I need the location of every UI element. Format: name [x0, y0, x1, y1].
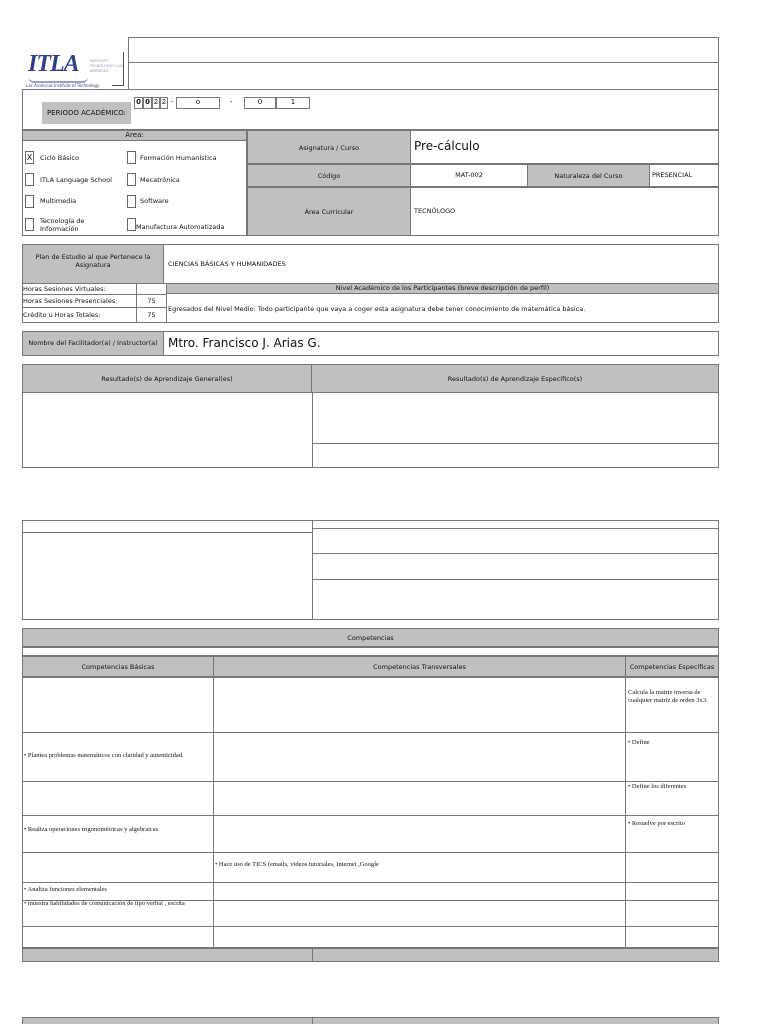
- periodo-dash-1: -: [170, 98, 174, 106]
- competencias-footer-right: [312, 948, 719, 962]
- label-manufactura-automatizada: Manufactura Automatizada: [136, 223, 225, 231]
- competencias-basicas-header: Competencias Básicas: [22, 656, 214, 677]
- nivel-label: Nivel Académico de los Participantes (breve descripción de perfil): [167, 284, 718, 294]
- competencia-transversal-5: • Hace uso de TICS (emails, videos tutoriales, Internet ,Google: [215, 861, 379, 868]
- horas-virtuales-label: Horas Sesiones Virtuales:: [23, 285, 106, 293]
- credito-label: Crédito u Horas Totales:: [23, 311, 101, 319]
- plan-value: CIENCIAS BÁSICAS Y HUMANIDADES: [168, 260, 286, 268]
- form-page-2: [22, 520, 719, 962]
- checkbox-formacion-humanistica[interactable]: [127, 151, 136, 164]
- logo-text: ITLA: [28, 51, 79, 77]
- header-box-1: [128, 37, 719, 63]
- competencia-especifica-1: Calcula la matriz inversa de cualquier matriz de orden 3x3.: [628, 689, 708, 704]
- competencia-basica-2: • Plantea problemas matemáticos con claridad y autenticidad.: [24, 752, 184, 759]
- resultado-general-label: Resultado(s) de Aprendizaje General(es): [23, 365, 312, 393]
- periodo-digit-5: o: [176, 97, 220, 109]
- checkbox-multimedia[interactable]: [25, 195, 34, 208]
- periodo-digit-1: 0: [134, 97, 143, 109]
- checkbox-itla-language-school[interactable]: [25, 173, 34, 186]
- facilitador-label: Nombre del Facilitador(a) / Instructor(a): [23, 332, 164, 355]
- naturaleza-value: PRESENCIAL: [649, 164, 719, 187]
- competencia-basica-4: • Realiza operaciones trigonométricas y algebraicas: [24, 826, 159, 833]
- checkbox-ciclo-basico[interactable]: X: [26, 153, 33, 162]
- logo-caption: Las Américas Institute of Technology: [26, 83, 100, 88]
- competencias-footer-left: [22, 948, 313, 962]
- competencia-basica-6: • Analiza funciones elementales: [24, 886, 107, 893]
- label-mecatronica: Mecatrónica: [140, 176, 180, 184]
- codigo-value: MAT-002: [410, 164, 528, 187]
- competencia-especifica-3: • Define los diferentes: [628, 783, 687, 790]
- logo-subtext: INSTITUTO TECNOLÓGICO LAS AMÉRICAS: [90, 59, 124, 73]
- checkbox-manufactura-automatizada[interactable]: [127, 218, 136, 231]
- horas-presenciales-value: 75: [147, 297, 156, 305]
- label-multimedia: Multimedia: [40, 197, 77, 205]
- credito-value: 75: [147, 311, 156, 319]
- competencias-title: Competencias: [22, 628, 719, 647]
- label-formacion-humanistica: Formación Humanística: [140, 154, 217, 162]
- periodo-dash-2: -: [229, 98, 233, 106]
- label-itla-language-school: ITLA Language School: [40, 176, 112, 184]
- facilitador-value: Mtro. Francisco J. Arias G.: [168, 336, 321, 350]
- periodo-label: PERIODO ACADÉMICO:: [42, 102, 131, 124]
- competencia-especifica-4: • Resuelve por escrito: [628, 820, 685, 827]
- plan-label: Plan de Estudio al que Pertenece la Asignatura: [23, 245, 164, 283]
- competencias-transversales-header: Competencias Transversales: [213, 656, 626, 677]
- asignatura-label: Asignatura / Curso: [247, 130, 411, 164]
- area-title: Area:: [23, 131, 246, 141]
- area-curricular-label: Área Curricular: [247, 187, 411, 236]
- label-tecnologia-informacion: Tecnología de Información: [40, 217, 85, 233]
- horas-presenciales-label: Horas Sesiones Presenciales:: [23, 297, 118, 305]
- competencia-basica-7: • muestra habilidades de comunicación de tipo verbal , escrita: [24, 900, 185, 907]
- page-3-header-left: [22, 1017, 313, 1024]
- competencia-especifica-2: • Define: [628, 739, 650, 746]
- periodo-digit-7: 1: [276, 97, 310, 109]
- periodo-digit-2: 0: [143, 97, 152, 109]
- asignatura-value: Pre-cálculo: [414, 139, 480, 153]
- checkbox-mecatronica[interactable]: [127, 173, 136, 186]
- checkbox-tecnologia-informacion[interactable]: [25, 218, 34, 231]
- competencias-spacer: [22, 647, 719, 656]
- naturaleza-label: Naturaleza del Curso: [527, 164, 650, 187]
- resultado-especifico-label: Resultado(s) de Aprendizaje Específico(s): [312, 365, 718, 393]
- periodo-digit-6: 0: [244, 97, 276, 109]
- periodo-digit-4: 2: [160, 97, 168, 109]
- checkbox-software[interactable]: [127, 195, 136, 208]
- page-3-header-right: [312, 1017, 719, 1024]
- label-software: Software: [140, 197, 169, 205]
- form-page-1: [22, 37, 719, 468]
- label-ciclo-basico: Ciclo Básico: [40, 154, 79, 162]
- area-curricular-value: TECNÓLOGO: [410, 187, 719, 236]
- codigo-label: Código: [247, 164, 411, 187]
- competencias-especificas-header: Competencias Específicas: [625, 656, 719, 677]
- header-box-2: [128, 62, 719, 90]
- itla-logo: [26, 51, 126, 91]
- periodo-digit-3: 2: [152, 97, 160, 109]
- continued-results-block: [22, 520, 719, 620]
- nivel-value: Egresados del Nivel Medio: Todo participante que vaya a coger esta asignatura debe tener conocimiento de matemática básica.: [168, 305, 586, 313]
